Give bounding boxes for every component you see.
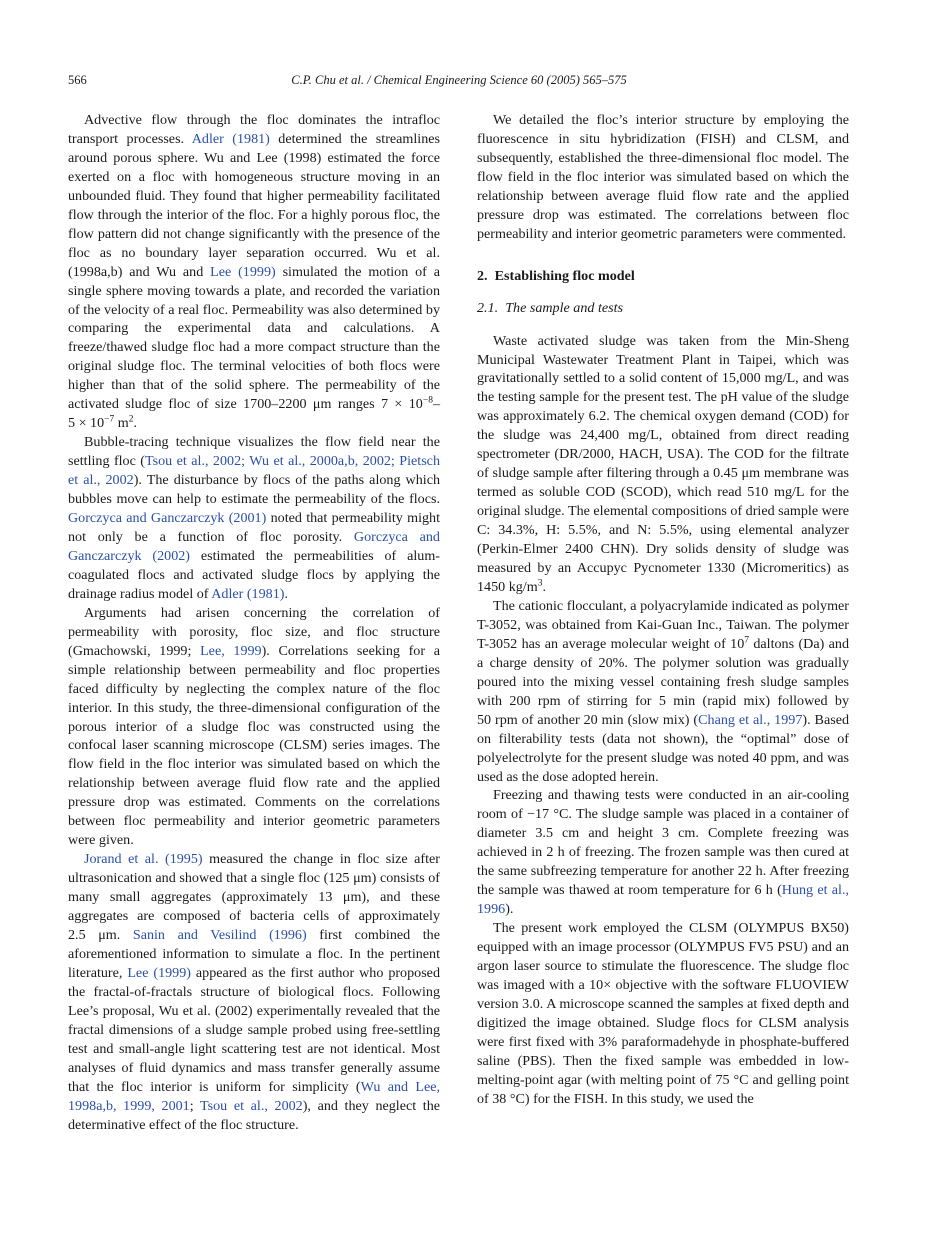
paragraph: Jorand et al. (1995) measured the change in floc size after ultrasonication and showed that a single floc (125 μm) consists of many small aggregates (approximately 13 μm), and these aggregates are composed of bacteria cells of approximately 2.5 μm. Sanin and Vesilind (1996) first combined the aforementioned information to simulate a floc. In the pertinent literature, Lee (1999) appeared as the first author who proposed the fractal-of-fractals structure of biological flocs. Following Lee’s proposal, Wu et al. (2002) experimentally revealed that the fractal dimensions of a sludge sample probed using free-settling test and small-angle light scattering test are not identical. Most analyses of fluid dynamics and mass transfer generally assume that the floc interior is uniform for simplicity (Wu and Lee, 1998a,b, 1999, 2001; Tsou et al., 2002), and they neglect the determinative effect of the floc structure. (68, 851, 441, 1133)
right-column (477, 111, 849, 1109)
citation-link[interactable]: Chang et al., 1997 (698, 711, 803, 728)
citation-link[interactable]: Adler (1981) (211, 585, 285, 602)
citation-link[interactable]: Lee, 1999 (200, 642, 262, 659)
paragraph: The cationic flocculant, a polyacrylamide indicated as polymer T-3052, was obtained from Kai-Guan Inc., Taiwan. The polymer T-3052 has an average molecular weight of $10^7$ daltons (Da) and a charge density of 20%. The polymer solution was gradually poured into the mixing vessel containing fresh sludge samples with 200 rpm of stirring for 5 min (rapid mix) followed by 50 rpm of another 20 min (slow mix) (Chang et al., 1997). Based on filterability tests (data not shown), the “optimal” dose of polyelectrolyte for the present sludge was noted 40 ppm, and was used as the dose adopted herein. (477, 597, 849, 785)
paragraph: Arguments had arisen concerning the correlation of permeability with porosity, floc size, and floc structure (Gmachowski, 1999; Lee, 1999). Correlations seeking for a simple relationship between permeability and floc properties faced difficulty by neglecting the complex nature of the floc interior. In this study, the three-dimensional configuration of the porous interior of a sludge floc was constructed using the confocal laser scanning microscope (CLSM) series images. The flow field in the floc interior was simulated based on which the relationship between average fluid flow rate and the applied pressure drop was estimated. Comments on the correlations between floc permeability and interior geometric parameters were given. (68, 604, 440, 849)
paragraph: Advective flow through the floc dominates the intrafloc transport processes. Adler (1981) determined the streamlines around porous sphere. Wu and Lee (1998) estimated the force exerted on a floc with homogeneous structure moving in an unbounded fluid. They found that higher permeability facilitated flow through the interior of the floc. For a highly porous floc, the flow pattern did not change significantly with the presence of the floc as no boundary layer separation occurred. Wu et al. (1998a,b) and Wu and Lee (1999) simulated the motion of a single sphere moving towards a plate, and recorded the variation of the velocity of a real floc. Permeability was also determined by comparing the experimental data and calculations. A freeze/thawed sludge floc had a more compact structure than the original sludge floc. The terminal velocities of both flocs were higher than that of the solid sphere. The permeability of the activated sludge floc of size 1700–2200 μm ranges $7 \times 10^{-8}-5 \times 10^{-7}$ $m^2$. (68, 112, 441, 432)
citation-link[interactable]: Jorand et al. (1995) (84, 851, 203, 868)
citation-link[interactable]: Adler (1981) (191, 130, 270, 147)
paragraph: Bubble-tracing technique visualizes the flow field near the settling floc (Tsou et al., 2002; Wu et al., 2000a,b, 2002; Pietsch et al., 2002). The disturbance by flocs of the paths along which bubbles move can help to estimate the permeability of the flocs. Gorczyca and Ganczarczyk (2001) noted that permeability might not only be a function of floc porosity. Gorczyca and Ganczarczyk (2002) estimated the permeabilities of alum-coagulated flocs and activated sludge flocs by applying the drainage radius model of Adler (1981). (68, 434, 441, 602)
paragraph: The present work employed the CLSM (OLYMPUS BX50) equipped with an image processor (OLYMPUS FV5 PSU) and an argon laser source to stimulate the fluorescence. The sludge floc was imaged with a 10× objective with the software FLUOVIEW version 3.0. A microscope scanned the samples at fixed depth and digitized the image obtained. Sludge flocs for CLSM analysis were first fixed with 3% paraformadehyde in phosphate-buffered saline (PBS). Then the fixed sample was embedded in low-melting-point agar (with melting point of 75 °C and gelling point of 38 °C) for the FISH. In this study, we used the (477, 920, 849, 1107)
page-header (68, 73, 850, 93)
page-number: 566 (68, 73, 87, 87)
running-title: C.P. Chu et al. / Chemical Engineering Science 60 (2005) 565–575 (291, 73, 627, 87)
citation-link[interactable]: Wu and Lee, 1998a,b, 1999, 2001 (68, 1078, 441, 1114)
citation-link[interactable]: Gorczyca and Ganczarczyk (2002) (68, 528, 440, 564)
citation-link[interactable]: Lee (1999) (127, 964, 191, 981)
spacer (477, 318, 849, 332)
citation-link[interactable]: Tsou et al., 2002; Wu et al., 2000a,b, 2002; Pietsch et al., 2002 (68, 453, 440, 489)
paragraph: Freezing and thawing tests were conducted in an air-cooling room of −17 °C. The sludge sample was placed in a container of diameter 3.5 cm and height 3 cm. Complete freezing was achieved in 2 h of freezing. The frozen sample was then cured at the same subfreezing temperature for another 22 h. After freezing the sample was thawed at room temperature for 6 h (Hung et al., 1996). (477, 787, 849, 918)
citation-link[interactable]: Sanin and Vesilind (1996) (132, 926, 307, 943)
citation-link[interactable]: Hung et al., 1996 (477, 882, 849, 918)
citation-link[interactable]: Lee (1999) (210, 263, 276, 280)
left-column (68, 111, 440, 1134)
spacer (477, 244, 849, 267)
spacer (477, 286, 849, 299)
paragraph: We detailed the floc’s interior structure by employing the fluorescence in situ hybridization (FISH) and CLSM, and subsequently, established the three-dimensional floc model. The flow field in the floc interior was simulated based on which the relationship between average fluid flow rate and the applied pressure drop was estimated. The correlations between floc permeability and interior geometric parameters were commented. (477, 112, 849, 242)
citation-link[interactable]: Gorczyca and Ganczarczyk (2001) (68, 510, 267, 527)
subsection-heading: 2.1. The sample and tests (477, 299, 624, 316)
paragraph: Waste activated sludge was taken from the Min-Sheng Municipal Wastewater Treatment Plant in Taipei, which was gravitationally settled to a solid content of 15,000 mg/L, and was the testing sample for the present test. The pH value of the sludge was approximately 6.2. The chemical oxygen demand (COD) for the sludge was 24,400 mg/L, obtained from direct reading spectrometer (DR/2000, HACH, USA). The COD for the filtrate of sludge sample after filtering through a 0.45 μm membrane was termed as soluble COD (SCOD), which read 510 mg/L for the original sludge. The elemental compositions of dried sample were C: 34.3%, H: 5.5%, and N: 5.5%, using elemental analyzer (Perkin-Elmer 2400 CHN). Dry solids density of sludge was measured by an Accupyc Pycnometer 1330 (Micromeritics) as 1450 $kg/m^3$. (477, 332, 849, 595)
section-heading: 2. Establishing floc model (477, 267, 635, 284)
citation-link[interactable]: Tsou et al., 2002 (200, 1097, 303, 1114)
